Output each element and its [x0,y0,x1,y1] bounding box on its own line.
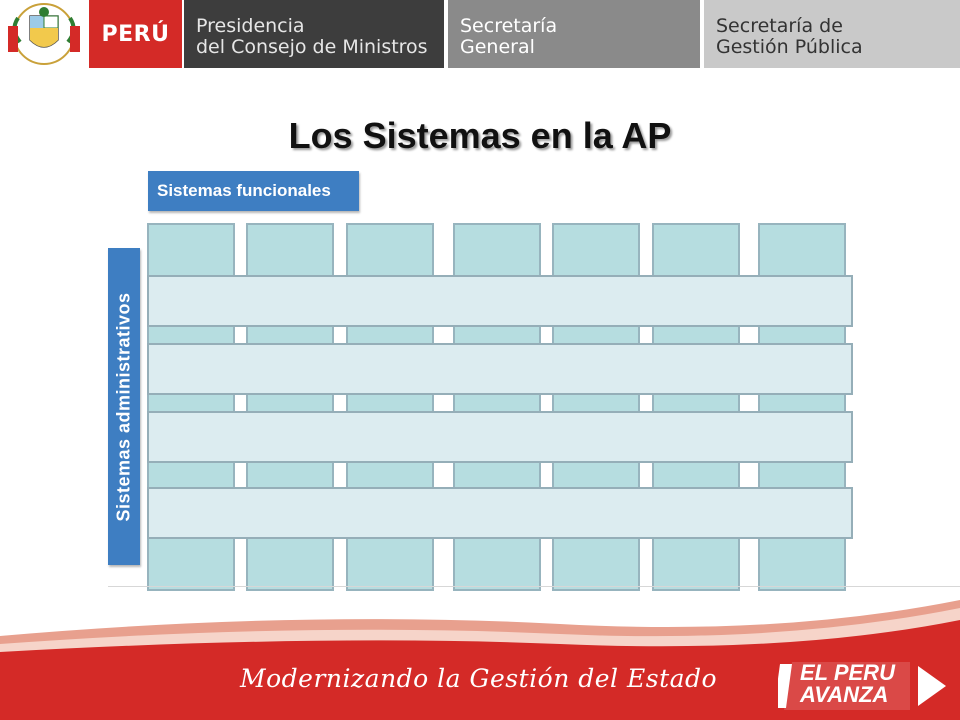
functional-systems-label: Sistemas funcionales [148,171,359,211]
header-banner [0,0,960,68]
presidency-block [184,0,444,68]
logo-text [800,662,895,706]
coat-of-arms-icon [0,0,88,68]
public-management-line1: Secretaría de [716,15,843,37]
secretariat-line2: General [460,36,535,58]
administrative-row [147,487,853,539]
logo-line2: AVANZA [800,682,889,707]
content-divider [108,586,960,587]
administrative-systems-label [108,248,140,565]
country-badge: PERÚ [89,0,182,68]
administrative-systems-text: Sistemas administrativos [113,291,134,522]
administrative-row [147,275,853,327]
secretariat-line1: Secretaría [460,15,558,37]
logo-line1: EL PERU [800,660,895,685]
administrative-row [147,343,853,395]
presidency-line1: Presidencia [196,15,305,37]
presidency-line2: del Consejo de Ministros [196,36,428,58]
footer-slogan: Modernizando la Gestión del Estado [240,664,718,693]
slide-title: Los Sistemas en la AP [288,115,672,156]
administrative-row [147,411,853,463]
public-management-line2: Gestión Pública [716,36,863,58]
public-management-block [704,0,960,68]
secretariat-block [448,0,700,68]
